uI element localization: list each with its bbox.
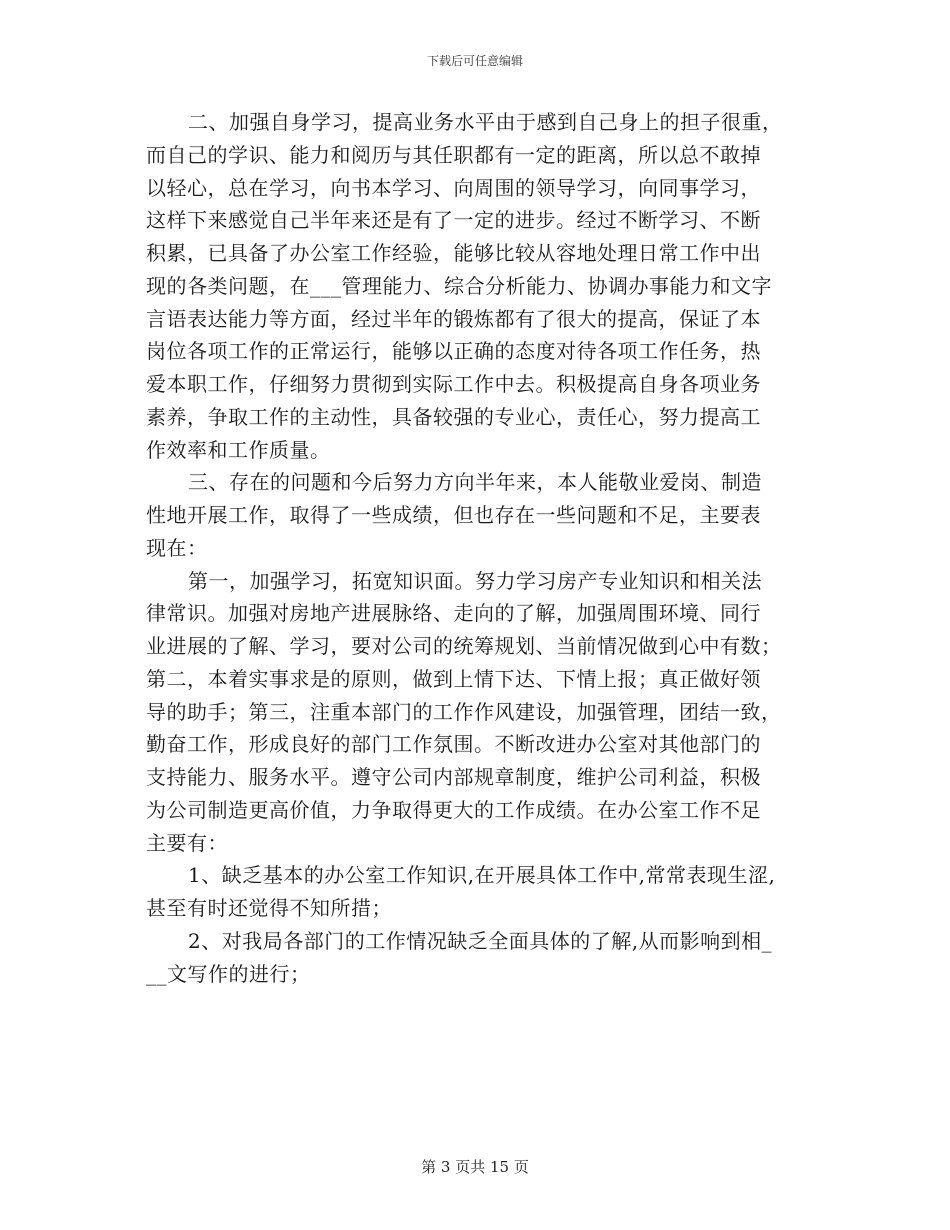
paragraph-line: 言语表达能力等方面，经过半年的锻炼都有了很大的提高，保证了本 — [146, 306, 761, 331]
paragraph-line: 而自己的学识、能力和阅历与其任职都有一定的距离，所以总不敢掉 — [146, 142, 761, 167]
paragraph-line: 以轻心，总在学习，向书本学习、向周围的领导学习，向同事学习， — [146, 175, 761, 200]
paragraph-line: 性地开展工作，取得了一些成绩，但也存在一些问题和不足，主要表 — [146, 503, 761, 527]
paragraph-line: 勤奋工作，形成良好的部门工作氛围。不断改进办公室对其他部门的 — [146, 732, 761, 757]
paragraph-line: 支持能力、服务水平。遵守公司内部规章制度，维护公司利益，积极 — [146, 765, 761, 789]
paragraph-line: 三、存在的问题和今后努力方向半年来，本人能敬业爱岗、制造 — [188, 470, 762, 495]
paragraph-line: 导的助手；第三，注重本部门的工作作风建设，加强管理，团结一致， — [146, 699, 782, 724]
paragraph-line: 为公司制造更高价值，力争取得更大的工作成绩。在办公室工作不足 — [146, 797, 761, 822]
paragraph-line: 素养，争取工作的主动性，具备较强的专业心，责任心，努力提高工 — [146, 404, 761, 429]
paragraph-line: 现在： — [146, 535, 208, 560]
paragraph-line: 2、对我局各部门的工作情况缺乏全面具体的了解,从而影响到相_ — [188, 928, 773, 953]
paragraph-line: 二、加强自身学习，提高业务水平由于感到自己身上的担子很重， — [188, 110, 783, 134]
page-header: 下载后可任意编辑 — [426, 54, 523, 68]
paragraph-line: 业进展的了解、学习，要对公司的统筹规划、当前情况做到心中有数； — [146, 634, 782, 658]
paragraph-line: 这样下来感觉自己半年来还是有了一定的进步。经过不断学习、不断 — [146, 208, 761, 233]
paragraph-line: 积累，已具备了办公室工作经验，能够比较从容地处理日常工作中出 — [146, 241, 761, 265]
paragraph-line: __文写作的进行； — [146, 961, 311, 986]
document-body — [146, 106, 818, 990]
paragraph-line: 第一，加强学习，拓宽知识面。努力学习房产专业知识和相关法 — [188, 568, 762, 593]
paragraph-line: 第二，本着实事求是的原则，做到上情下达、下情上报；真正做好领 — [146, 666, 761, 691]
paragraph-line: 主要有： — [146, 830, 228, 855]
paragraph-line: 1、缺乏基本的办公室工作知识,在开展具体工作中,常常表现生涩, — [188, 863, 776, 888]
paragraph-line: 律常识。加强对房地产进展脉络、走向的了解，加强周围环境、同行 — [146, 601, 761, 626]
page-number: 第 3 页共 15 页 — [421, 1158, 529, 1176]
paragraph-line: 现的各类问题，在___管理能力、综合分析能力、协调办事能力和文字 — [146, 273, 772, 298]
paragraph-line: 甚至有时还觉得不知所措； — [146, 896, 392, 920]
paragraph-line: 岗位各项工作的正常运行，能够以正确的态度对待各项工作任务，热 — [146, 339, 761, 364]
paragraph-line: 作效率和工作质量。 — [146, 437, 331, 462]
paragraph-line: 爱本职工作，仔细努力贯彻到实际工作中去。积极提高自身各项业务 — [146, 372, 761, 396]
